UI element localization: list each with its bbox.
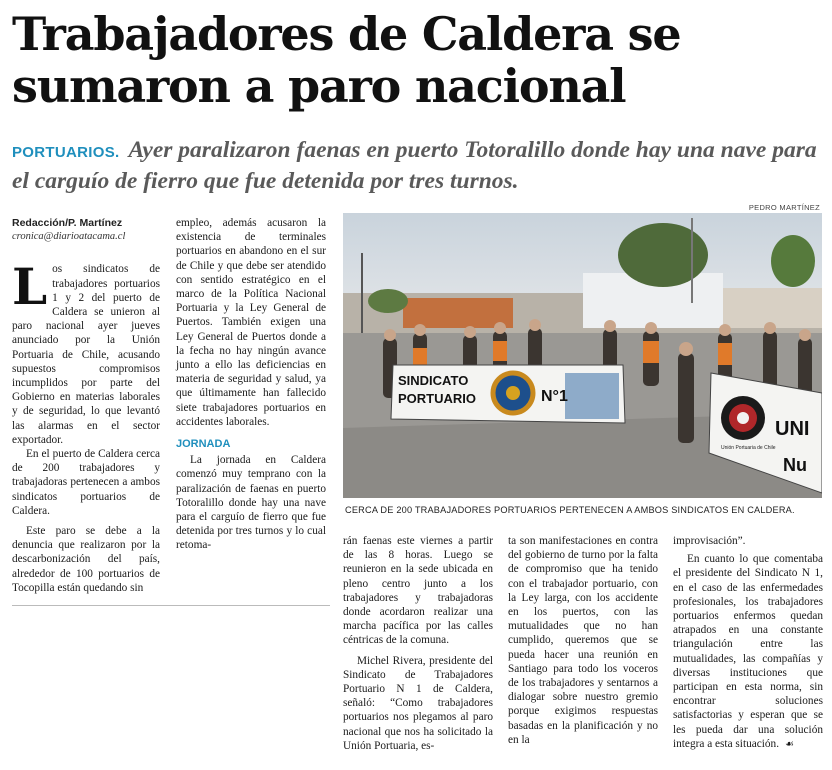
headline-line-1: Trabajadores de Caldera se [12, 7, 681, 61]
deck-text: Ayer paralizaron faenas en puerto Totoralillo donde hay una nave para el carguío de fierro que fue detenida por tres turnos. [12, 137, 817, 194]
banner-left-line-2: PORTUARIO [398, 391, 476, 406]
banner-left-line-1: SINDICATO [398, 373, 469, 388]
news-photo [343, 213, 822, 498]
article-column-4 [508, 534, 658, 747]
article-column-1 [12, 216, 160, 595]
end-mark-icon: ☙ [785, 738, 794, 750]
banner-right-logo-text: Unión Portuaria de Chile [721, 445, 776, 451]
headline-line-2: sumaron a paro nacional [12, 59, 626, 113]
paragraph: Este paro se debe a la denuncia que realizaron por la descarbonización del país, alrededor de 100 portuarios de Tocopilla están quedando sin [12, 525, 160, 594]
byline-author: Redacción/P. Martínez [12, 217, 123, 229]
photo-illustration [343, 213, 822, 498]
paragraph: La jornada en Caldera comenzó muy temprano con la paralización de faenas en puerto Totoralillo donde hay una nave para el carguío de fierro que fue detenida por tres turnos y lo cual retoma- [176, 454, 326, 552]
deck [12, 136, 822, 196]
banner-right-line-2: Nu [783, 455, 807, 475]
banner-right-line-1: UNI [775, 418, 810, 440]
paragraph: Michel Rivera, presidente del Sindicato de Trabajadores Portuario N 1 de Caldera, señaló: “Como trabajadores portuarios nos plegamos al paro nacional que nos ha solicitado la Unión Portuaria, es- [343, 654, 493, 752]
article-column-3 [343, 534, 493, 753]
paragraph: rán faenas este viernes a partir de las 8 horas. Luego se reunieron en la sede ubicada en pleno centro junto a los trabajadores y trabajadoras donde acordaron realizar una marcha pacífica por las calles céntricas de la comuna. [343, 535, 493, 647]
paragraph: empleo, además acusaron la existencia de terminales portuarios en abandono en el sur de Chile y que debe ser atendido con sentido estratégico en el marco de la Política Nacional Portuaria y la Ley General de Puertos. También exigen una Ley General de Puertos donde a la fecha no hay ningún avance junto a ello las deficiencias en materia de seguridad y salud, ya que últimamente han fallecido siete trabajadores portuarios en accidentes laborales. [176, 217, 326, 428]
column-divider [12, 605, 330, 606]
banner-left-number: N°1 [541, 388, 568, 405]
photo-credit: PEDRO MARTÍNEZ [748, 203, 820, 212]
drop-cap: L [12, 257, 48, 317]
subhead-jornada: JORNADA [176, 438, 231, 451]
paragraph: os sindicatos de trabajadores portuarios 1 y 2 del puerto de Caldera se unieron al paro nacional ayer jueves anunciado por la Unión Portuaria de Chile, acusando supuestos compromisos incumplidos por parte del Gobierno en materias laborales y de seguridad, lo que levantó las alarmas en el sector exportador. [12, 263, 160, 446]
paragraph: ta son manifestaciones en contra del gobierno de turno por la falta de compromiso que ha tenido con el trabajador portuario, con la Ley larga, con los accidente en los puertos, con las mutualidades que no han cumplido, queremos que se pueda hacer una reunión en Santiago para todo los voceros de los trabajadores y sentarnos a dialogar sobre nuestro gremio porque exigimos respuestas basadas en la planificación y no en la [508, 535, 658, 746]
byline-email: cronica@diarioatacama.cl [12, 231, 126, 243]
paragraph: improvisación”. [673, 535, 746, 547]
paragraph: En el puerto de Caldera cerca de 200 trabajadores y trabajadoras pertenecen a ambos sindicatos portuarios de Caldera. [12, 448, 160, 517]
headline [12, 8, 812, 112]
photo-caption: CERCA DE 200 TRABAJADORES PORTUARIOS PERTENECEN A AMBOS SINDICATOS EN CALDERA. [345, 505, 795, 515]
article-column-2 [176, 216, 326, 553]
article-column-5 [673, 534, 823, 752]
deck-kicker: PORTUARIOS. [12, 144, 120, 161]
paragraph: En cuanto lo que comentaba el presidente del Sindicato N 1, en el caso de las enfermedades profesionales, los trabajadores portuarios enfermos quedan atrapados en una constante triangulación entre las mutualidades, las compañías y diversas instituciones que participan en esta norma, sin encontrar soluciones satisfactorias y esperan que se les pueda dar una solución integra a esta situación. [673, 553, 823, 750]
